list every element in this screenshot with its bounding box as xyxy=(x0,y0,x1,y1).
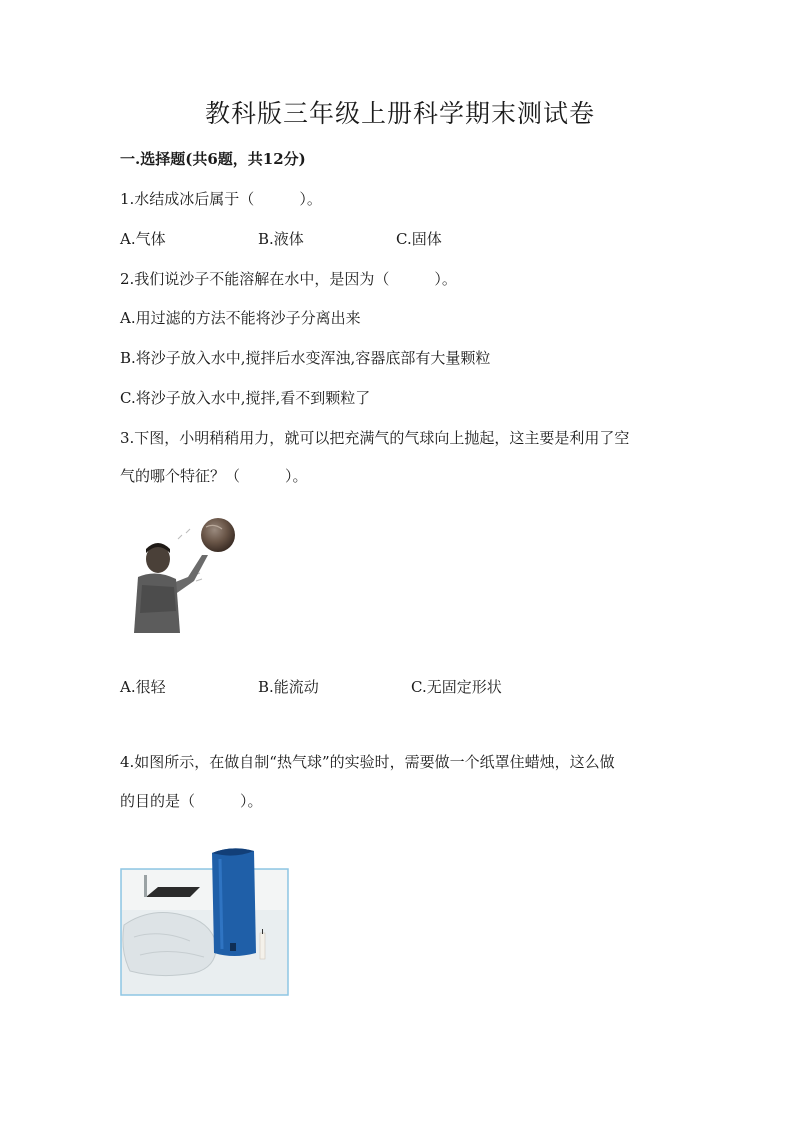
balloon-shape xyxy=(201,518,235,552)
question-2-option-b: B.将沙子放入水中,搅拌后水变浑浊,容器底部有大量颗粒 xyxy=(120,349,491,367)
question-3-stem-line-2: 气的哪个特征？（ ）。 xyxy=(120,467,308,485)
page-title: 教科版三年级上册科学期末测试卷 xyxy=(204,99,595,128)
boy-throwing-balloon-figure xyxy=(130,515,240,633)
question-4-stem-line-2: 的目的是（ ）。 xyxy=(120,792,263,810)
paper-tube-candle-photo xyxy=(120,845,290,997)
question-3-option-b: B.能流动 xyxy=(258,678,319,696)
candle-shape xyxy=(260,933,265,959)
question-3-option-a: A.很轻 xyxy=(120,678,166,696)
question-3-option-c: C.无固定形状 xyxy=(411,678,502,696)
question-1-stem: 1.水结成冰后属于（ ）。 xyxy=(120,190,322,208)
question-1-option-c: C.固体 xyxy=(396,230,442,248)
question-1-option-a: A.气体 xyxy=(120,230,166,248)
blue-paper-tube-shape xyxy=(212,848,256,956)
question-4-stem-line-1: 4.如图所示，在做自制“热气球”的实验时，需要做一个纸罩住蜡烛，这么做 xyxy=(120,753,615,771)
question-1-option-b: B.液体 xyxy=(258,230,304,248)
question-3-stem-line-1: 3.下图，小明稍稍用力，就可以把充满气的气球向上抛起，这主要是利用了空 xyxy=(120,429,630,447)
section-heading: 一.选择题(共6题，共12分) xyxy=(120,150,306,168)
question-2-option-a: A.用过滤的方法不能将沙子分离出来 xyxy=(120,309,361,327)
question-2-stem: 2.我们说沙子不能溶解在水中，是因为（ ）。 xyxy=(120,270,457,288)
question-2-option-c: C.将沙子放入水中,搅拌,看不到颗粒了 xyxy=(120,389,371,407)
